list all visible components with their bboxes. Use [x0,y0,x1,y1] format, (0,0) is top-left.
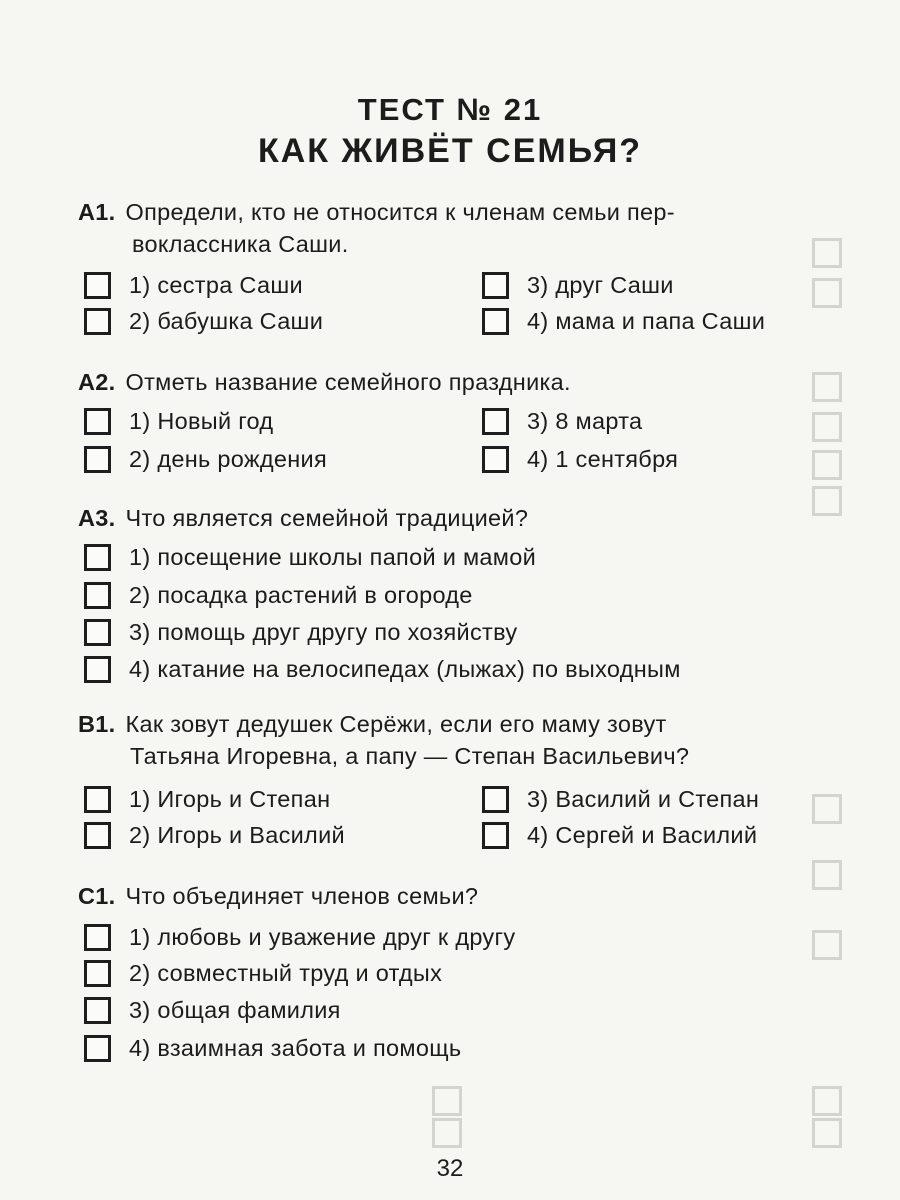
answer-text: 3) Василий и Степан [527,786,760,812]
answer-option[interactable] [482,444,678,474]
answer-checkbox[interactable] [482,822,509,849]
answer-checkbox[interactable] [84,582,111,609]
answer-text: 4) Сергей и Василий [527,822,758,848]
answer-text: 1) любовь и уважение друг к другу [129,924,516,950]
answer-option[interactable] [482,784,759,814]
bleed-through-box [812,1086,842,1116]
answer-text: 4) взаимная забота и помощь [129,1035,462,1061]
answer-checkbox[interactable] [482,786,509,813]
answer-checkbox[interactable] [482,408,509,435]
answer-checkbox[interactable] [482,446,509,473]
answer-checkbox[interactable] [84,786,111,813]
bleed-through-box [812,794,842,824]
question-text-continued: Татьяна Игоревна, а папу — Степан Васильевич? [130,743,690,769]
answer-option[interactable] [84,580,473,610]
answer-text: 1) посещение школы папой и мамой [129,544,537,570]
bleed-through-box [812,450,842,480]
answer-text: 3) помощь друг другу по хозяйству [129,619,518,645]
answer-option[interactable] [84,444,327,474]
bleed-through-box [812,412,842,442]
answer-checkbox[interactable] [84,272,111,299]
answer-checkbox[interactable] [84,446,111,473]
question-text: Отметь название семейного праздника. [125,369,571,395]
answer-checkbox[interactable] [84,960,111,987]
answer-text: 3) 8 марта [527,408,643,434]
answer-checkbox[interactable] [84,619,111,646]
answer-checkbox[interactable] [84,408,111,435]
answer-option[interactable] [84,542,536,572]
bleed-through-box [812,930,842,960]
answer-text: 1) Новый год [129,408,274,434]
answer-option[interactable] [84,654,681,684]
answer-text: 1) сестра Саши [129,272,303,298]
question-a3 [78,502,528,534]
answer-option[interactable] [482,270,674,300]
bleed-through-box [432,1118,462,1148]
answer-checkbox[interactable] [84,656,111,683]
answer-checkbox[interactable] [84,308,111,335]
bleed-through-box [812,372,842,402]
question-text: Как зовут дедушек Серёжи, если его маму зовут [125,711,667,737]
question-text-continued: воклассника Саши. [132,231,349,257]
answer-checkbox[interactable] [482,272,509,299]
answer-checkbox[interactable] [84,822,111,849]
answer-text: 4) мама и папа Саши [527,308,766,334]
question-b1 [78,708,689,772]
answer-text: 2) посадка растений в огороде [129,582,473,608]
bleed-through-box [812,860,842,890]
answer-checkbox[interactable] [482,308,509,335]
bleed-through-box [812,1118,842,1148]
answer-option[interactable] [84,922,515,952]
bleed-through-box [812,486,842,516]
answer-text: 3) друг Саши [527,272,674,298]
answer-text: 2) совместный труд и отдых [129,960,443,986]
page-title: КАК ЖИВЁТ СЕМЬЯ? [257,132,643,170]
test-number-title: ТЕСТ № 21 [357,92,543,127]
answer-option[interactable] [482,406,642,436]
question-a2 [78,366,571,398]
answer-text: 2) день рождения [129,446,327,472]
answer-option[interactable] [84,958,442,988]
answer-checkbox[interactable] [84,924,111,951]
bleed-through-box [812,278,842,308]
answer-text: 2) Игорь и Василий [129,822,345,848]
answer-option[interactable] [84,784,330,814]
answer-option[interactable] [482,306,765,336]
answer-option[interactable] [84,270,303,300]
question-number: A3. [78,505,116,531]
answer-checkbox[interactable] [84,1035,111,1062]
answer-option[interactable] [482,820,757,850]
question-text: Что является семейной традицией? [125,505,529,531]
question-number: C1. [78,883,116,909]
question-c1 [78,880,478,912]
answer-text: 4) 1 сентября [527,446,679,472]
bleed-through-box [432,1086,462,1116]
answer-option[interactable] [84,406,273,436]
question-text: Что объединяет членов семьи? [125,883,479,909]
answer-option[interactable] [84,1033,461,1063]
question-text: Определи, кто не относится к членам семьи пер- [125,199,675,225]
answer-option[interactable] [84,306,323,336]
page-number: 32 [436,1155,464,1182]
answer-checkbox[interactable] [84,544,111,571]
answer-text: 1) Игорь и Степан [129,786,331,812]
answer-text: 3) общая фамилия [129,997,341,1023]
answer-text: 2) бабушка Саши [129,308,324,334]
question-number: A1. [78,199,116,225]
answer-checkbox[interactable] [84,997,111,1024]
question-a1 [78,196,675,260]
answer-text: 4) катание на велосипедах (лыжах) по выходным [129,656,681,682]
answer-option[interactable] [84,995,341,1025]
answer-option[interactable] [84,820,345,850]
bleed-through-box [812,238,842,268]
question-number: A2. [78,369,116,395]
answer-option[interactable] [84,617,517,647]
question-number: B1. [78,711,116,737]
